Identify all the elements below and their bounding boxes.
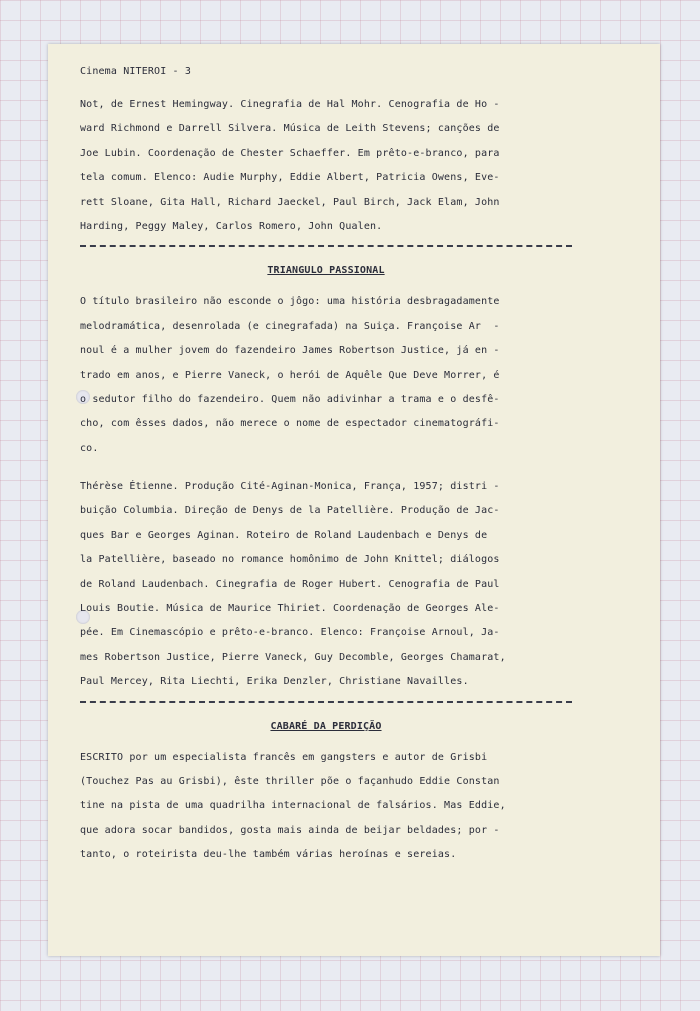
review-paragraph	[80, 746, 622, 868]
section-title: CABARÉ DA PERDIÇÃO	[270, 720, 382, 732]
text-line: ques Bar e Georges Aginan. Roteiro de Roland Laudenbach e Denys de	[80, 529, 488, 541]
credits-paragraph-1	[80, 93, 622, 239]
text-line: ward Richmond e Darrell Silvera. Música de Leith Stevens; canções de	[80, 123, 500, 135]
text-line: Joe Lubin. Coordenação de Chester Schaeffer. Em prêto-e-branco, para	[80, 147, 500, 159]
text-line: co.	[80, 442, 99, 454]
text-line: o sedutor filho do fazendeiro. Quem não adivinhar a trama e o desfê-	[80, 393, 500, 405]
text-line: Louis Boutie. Música de Maurice Thiriet. Coordenação de Georges Ale-	[80, 603, 500, 615]
text-line: noul é a mulher jovem do fazendeiro James Robertson Justice, já en -	[80, 345, 500, 357]
text-line: tine na pista de uma quadrilha internacional de falsários. Mas Eddie,	[80, 800, 506, 812]
text-line: Harding, Peggy Maley, Carlos Romero, John Qualen.	[80, 220, 383, 232]
text-line: buição Columbia. Direção de Denys de la Patellière. Produção de Jac-	[80, 505, 500, 517]
page-header: Cinema NITEROI - 3	[80, 66, 192, 77]
divider	[80, 701, 572, 703]
text-line: melodramática, desenrolada (e cinegrafada) na Suiça. Françoise Ar -	[80, 320, 500, 332]
text-line: ESCRITO por um especialista francês em gangsters e autor de Grisbi	[80, 751, 488, 763]
text-line: Not, de Ernest Hemingway. Cinegrafia de Hal Mohr. Cenografia de Ho -	[80, 99, 500, 110]
text-line: la Patellière, baseado no romance homônimo de John Knittel; diálogos	[80, 554, 500, 566]
review-paragraph	[80, 290, 622, 461]
text-line: Paul Mercey, Rita Liechti, Erika Denzler, Christiane Navailles.	[80, 676, 469, 688]
text-line: trado em anos, e Pierre Vaneck, o herói de Aquêle Que Deve Morrer, é	[80, 369, 500, 381]
text-line: O título brasileiro não esconde o jôgo: uma história desbragadamente	[80, 296, 500, 308]
section-title: TRIANGULO PASSIONAL	[267, 265, 385, 277]
text-line: mes Robertson Justice, Pierre Vaneck, Guy Decomble, Georges Chamarat,	[80, 651, 506, 663]
text-line: Thérèse Étienne. Produção Cité-Aginan-Monica, França, 1957; distri -	[80, 481, 500, 493]
text-line: rett Sloane, Gita Hall, Richard Jaeckel, Paul Birch, Jack Elam, John	[80, 196, 500, 208]
typed-text	[80, 60, 622, 868]
text-line: de Roland Laudenbach. Cinegrafia de Roger Hubert. Cenografia de Paul	[80, 578, 500, 590]
credits-paragraph-2	[80, 475, 622, 695]
text-line: (Touchez Pas au Grisbi), êste thriller põe o façanhudo Eddie Constan	[80, 775, 500, 787]
text-line: cho, com êsses dados, não merece o nome de espectador cinematográfi-	[80, 418, 500, 430]
divider	[80, 245, 572, 247]
text-line: tela comum. Elenco: Audie Murphy, Eddie Albert, Patricia Owens, Eve-	[80, 172, 500, 184]
text-line: pée. Em Cinemascópio e prêto-e-branco. Elenco: Françoise Arnoul, Ja-	[80, 627, 500, 639]
text-line: que adora socar bandidos, gosta mais ainda de beijar beldades; por -	[80, 824, 500, 836]
text-line: tanto, o roteirista deu-lhe também várias heroínas e sereias.	[80, 849, 457, 861]
